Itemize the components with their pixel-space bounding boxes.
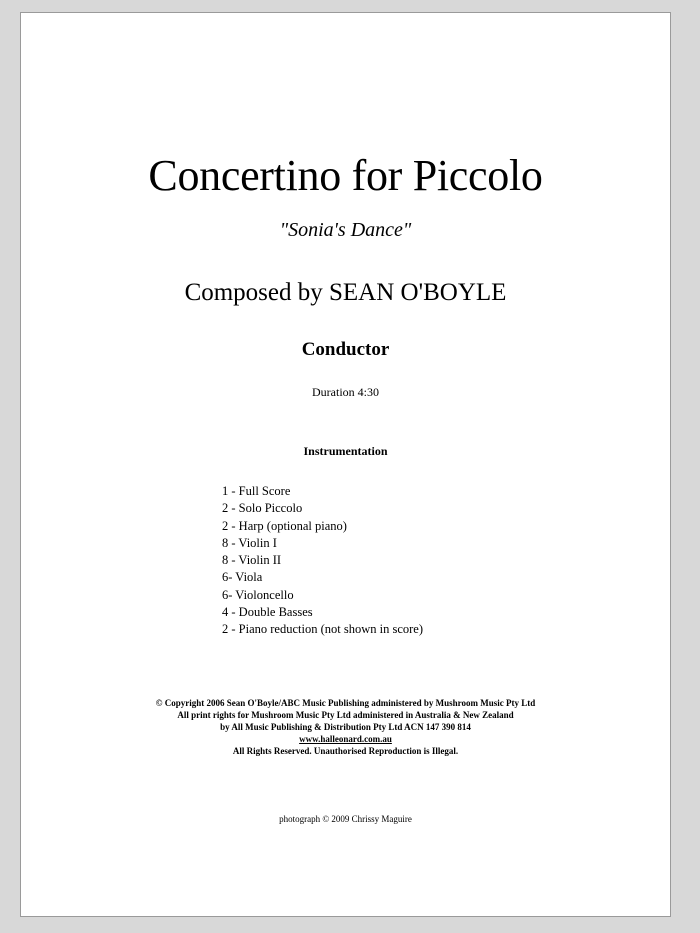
piece-subtitle: "Sonia's Dance" [279, 219, 412, 241]
duration-text: Duration 4:30 [312, 385, 379, 399]
publisher-website-link[interactable]: www.halleonard.com.au [299, 734, 392, 744]
composer-credit: Composed by SEAN O'BOYLE [184, 279, 507, 306]
copyright-line: All Rights Reserved. Unauthorised Reproduction is Illegal. [232, 746, 459, 756]
piece-title: Concertino for Piccolo [148, 151, 543, 200]
copyright-line: © Copyright 2006 Sean O'Boyle/ABC Music Publishing administered by Mushroom Music Pty Ltd [155, 698, 536, 708]
instrumentation-list [222, 483, 423, 639]
copyright-notice [21, 697, 670, 757]
instrumentation-item: 2 - Solo Piccolo [222, 501, 303, 516]
part-name: Conductor [301, 339, 390, 360]
instrumentation-item: 2 - Harp (optional piano) [222, 518, 347, 533]
instrumentation-heading: Instrumentation [303, 444, 388, 458]
instrumentation-item: 2 - Piano reduction (not shown in score) [222, 622, 424, 637]
instrumentation-item: 1 - Full Score [222, 484, 291, 498]
copyright-line: All print rights for Mushroom Music Pty Ltd administered in Australia & New Zealand [177, 710, 514, 720]
score-cover-page [20, 12, 671, 917]
instrumentation-item: 6- Violoncello [222, 587, 294, 602]
instrumentation-item: 8 - Violin I [222, 535, 277, 550]
copyright-line: by All Music Publishing & Distribution Pty Ltd ACN 147 390 814 [220, 722, 471, 732]
photo-credit: photograph © 2009 Chrissy Maguire [279, 814, 412, 824]
instrumentation-item: 4 - Double Basses [222, 605, 313, 620]
instrumentation-item: 6- Viola [222, 570, 263, 585]
instrumentation-item: 8 - Violin II [222, 553, 282, 568]
